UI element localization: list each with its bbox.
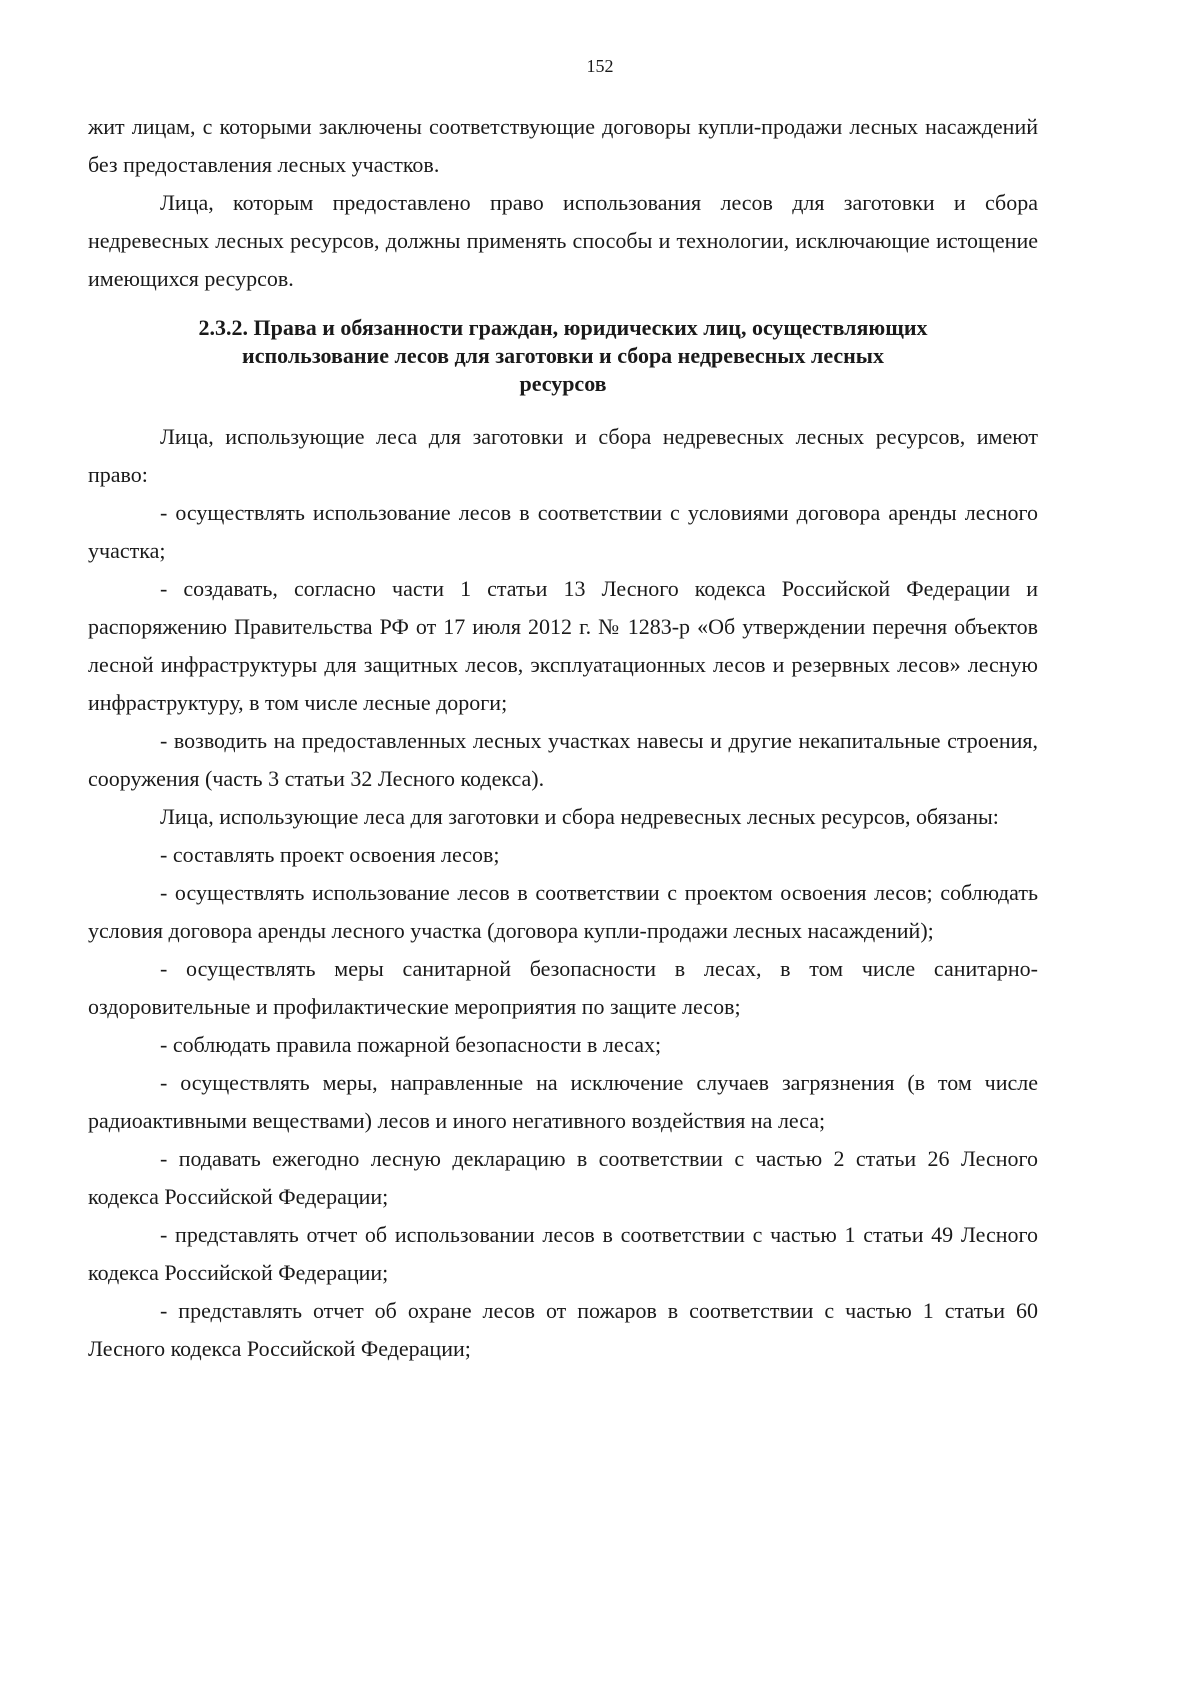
paragraph-continuation: жит лицам, с которыми заключены соответствующие договоры купли-продажи лесных насаждений без предоставления лесных участков. xyxy=(88,114,1038,177)
document-body xyxy=(88,108,1038,1368)
section-heading xyxy=(88,314,1038,398)
paragraph: Лица, которым предоставлено право использования лесов для заготовки и сбора недревесных лесных ресурсов, должны применять способы и технологии, исключающие истощение имеющихся ресурсов. xyxy=(88,190,1038,291)
duties-item: - представлять отчет об охране лесов от пожаров в соответствии с частью 1 статьи 60 Лесного кодекса Российской Федерации; xyxy=(88,1298,1038,1361)
duties-item: - осуществлять использование лесов в соответствии с проектом освоения лесов; соблюдать условия договора аренды лесного участка (договора купли-продажи лесных насаждений); xyxy=(88,880,1038,943)
rights-item: - возводить на предоставленных лесных участках навесы и другие некапитальные строения, сооружения (часть 3 статьи 32 Лесного кодекса). xyxy=(88,728,1038,791)
duties-intro: Лица, использующие леса для заготовки и сбора недревесных лесных ресурсов, обязаны: xyxy=(160,804,999,829)
duties-item: - соблюдать правила пожарной безопасности в лесах; xyxy=(160,1032,662,1057)
section-heading-line: ресурсов xyxy=(519,371,607,396)
duties-item: - составлять проект освоения лесов; xyxy=(160,842,500,867)
duties-item: - представлять отчет об использовании лесов в соответствии с частью 1 статьи 49 Лесного кодекса Российской Федерации; xyxy=(88,1222,1038,1285)
page-number: 152 xyxy=(586,56,614,76)
section-heading-line: 2.3.2. Права и обязанности граждан, юридических лиц, осуществляющих xyxy=(198,315,928,340)
section-heading-line: использование лесов для заготовки и сбора недревесных лесных xyxy=(242,343,884,368)
duties-item: - осуществлять меры, направленные на исключение случаев загрязнения (в том числе радиоактивными веществами) лесов и иного негативного воздействия на леса; xyxy=(88,1070,1038,1133)
duties-item: - подавать ежегодно лесную декларацию в соответствии с частью 2 статьи 26 Лесного кодекса Российской Федерации; xyxy=(88,1146,1038,1209)
rights-item: - создавать, согласно части 1 статьи 13 Лесного кодекса Российской Федерации и распоряжению Правительства РФ от 17 июля 2012 г. № 1283-р «Об утверждении перечня объектов лесной инфраструктуры для защитных лесов, эксплуатационных лесов и резервных лесов» лесную инфраструктуру, в том числе лесные дороги; xyxy=(88,576,1038,715)
duties-item: - осуществлять меры санитарной безопасности в лесах, в том числе санитарно-оздоровительные и профилактические мероприятия по защите лесов; xyxy=(88,956,1038,1019)
rights-item: - осуществлять использование лесов в соответствии с условиями договора аренды лесного участка; xyxy=(88,500,1038,563)
rights-intro: Лица, использующие леса для заготовки и сбора недревесных лесных ресурсов, имеют право: xyxy=(88,424,1038,487)
